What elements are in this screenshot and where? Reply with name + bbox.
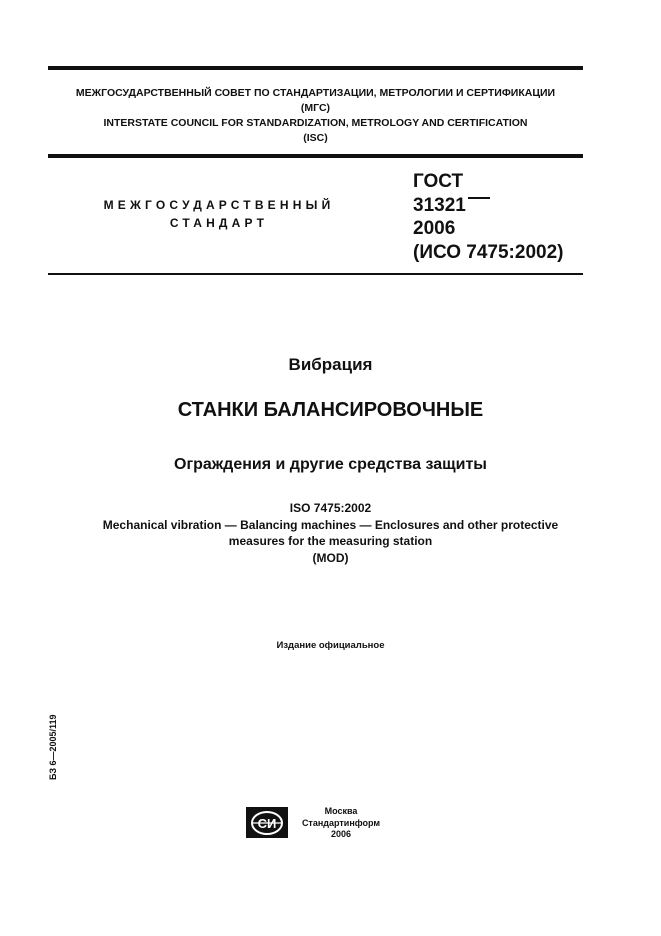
publisher-year: 2006 bbox=[330, 829, 352, 839]
gost-number: 31321 bbox=[413, 194, 466, 216]
top-rule bbox=[48, 66, 583, 70]
official-edition: Издание официальное bbox=[276, 640, 385, 651]
interstate-standard-label bbox=[90, 196, 348, 232]
standartinform-logo-icon bbox=[246, 807, 288, 838]
council-bottom-rule bbox=[48, 154, 583, 158]
council-abbr-ru: (МГС) bbox=[300, 102, 331, 114]
document-title: Вибрация bbox=[288, 355, 373, 374]
standard-label-line1: МЕЖГОСУДАРСТВЕННЫЙ bbox=[103, 198, 335, 212]
gost-prefix: ГОСТ bbox=[413, 171, 464, 192]
designation-bottom-rule bbox=[48, 273, 583, 275]
iso-title-line1: Mechanical vibration — Balancing machines — Enclosures and other protective bbox=[102, 517, 559, 532]
publisher-block bbox=[295, 806, 387, 841]
iso-title-line2: measures for the measuring station bbox=[228, 534, 433, 548]
iso-mod: (MOD) bbox=[312, 550, 349, 565]
gost-designation bbox=[413, 170, 563, 264]
standard-label-line2: СТАНДАРТ bbox=[169, 216, 269, 230]
iso-code: ISO 7475:2002 bbox=[289, 501, 372, 515]
gost-year: 2006 bbox=[413, 218, 456, 239]
gost-number-line bbox=[413, 194, 563, 218]
council-header bbox=[48, 86, 583, 146]
gost-dash bbox=[468, 197, 490, 199]
logo-text: СИ bbox=[257, 816, 277, 831]
iso-reference-block bbox=[40, 500, 621, 566]
publisher-city: Москва bbox=[324, 806, 358, 816]
document-subtitle: Ограждения и другие средства защиты bbox=[174, 456, 487, 473]
publisher-name: Стандартинформ bbox=[301, 817, 381, 828]
gost-iso-ref: (ИСО 7475:2002) bbox=[413, 241, 564, 263]
side-registration-code: БЗ 6—2005/119 bbox=[48, 714, 58, 780]
council-name-ru: МЕЖГОСУДАРСТВЕННЫЙ СОВЕТ ПО СТАНДАРТИЗАЦИИ, МЕТРОЛОГИИ И СЕРТИФИКАЦИИ bbox=[75, 87, 556, 99]
document-subject: СТАНКИ БАЛАНСИРОВОЧНЫЕ bbox=[177, 399, 484, 421]
council-name-en: INTERSTATE COUNCIL FOR STANDARDIZATION, METROLOGY AND CERTIFICATION bbox=[103, 117, 528, 129]
council-abbr-en: (ISC) bbox=[303, 132, 328, 144]
